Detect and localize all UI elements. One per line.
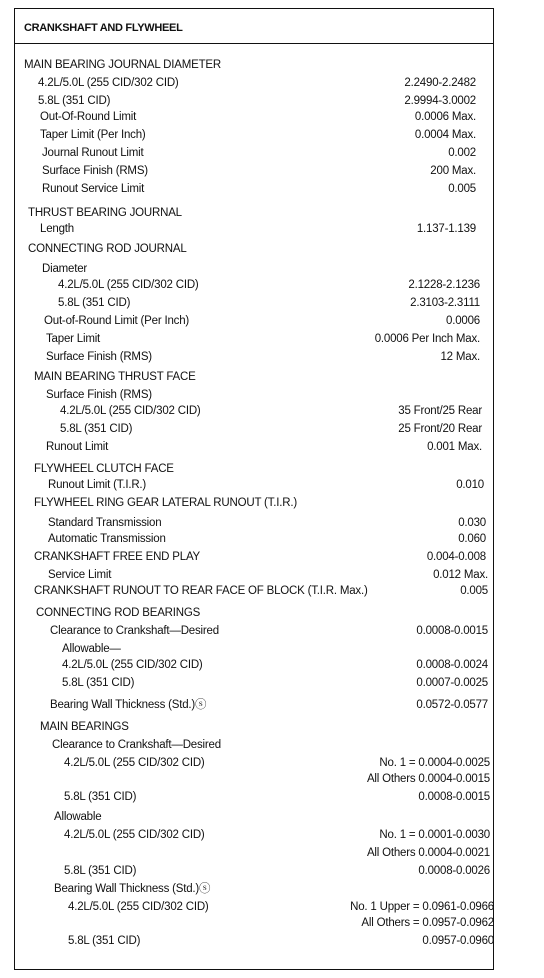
spec-label: MAIN BEARINGS (40, 721, 129, 733)
spec-value: 0.0008-0.0015 (418, 791, 490, 803)
spec-label: 5.8L (351 CID) (38, 95, 111, 107)
spec-label: Standard Transmission (48, 517, 162, 529)
spec-row (0, 478, 544, 496)
spec-label: MAIN BEARING THRUST FACE (34, 371, 196, 383)
spec-value: 0.005 (460, 585, 488, 597)
spec-label: 5.8L (351 CID) (62, 677, 135, 689)
spec-label: Diameter (42, 263, 88, 275)
spec-row (0, 128, 544, 146)
spec-label: 5.8L (351 CID) (64, 791, 137, 803)
spec-value: All Others 0.0004-0.0021 (366, 847, 490, 859)
table-header (14, 8, 494, 44)
spec-label: 4.2L/5.0L (255 CID/302 CID) (68, 901, 209, 913)
spec-value: 0.005 (448, 183, 476, 195)
spec-label: Automatic Transmission (48, 533, 166, 545)
spec-value: 0.0006 (446, 315, 480, 327)
spec-value: 0.004-0.008 (426, 551, 486, 563)
spec-value: 0.0006 Max. (414, 111, 476, 123)
spec-value: 0.001 Max. (427, 441, 482, 453)
spec-row (0, 584, 544, 602)
spec-row (0, 440, 544, 458)
spec-label: 4.2L/5.0L (255 CID/302 CID) (38, 77, 179, 89)
spec-label: Clearance to Crankshaft—Desired (52, 739, 221, 751)
spec-value: 2.9994-3.0002 (404, 95, 476, 107)
spec-row (0, 58, 544, 76)
spec-label: Bearing Wall Thickness (Std.)ⓢ (50, 699, 207, 711)
spec-value: All Others 0.0004-0.0015 (366, 773, 490, 785)
spec-row (0, 164, 544, 182)
spec-label: Bearing Wall Thickness (Std.)ⓢ (54, 883, 211, 895)
spec-value: 0.030 (458, 517, 486, 529)
spec-value: 0.060 (458, 533, 486, 545)
spec-value: 0.0008-0.0015 (416, 625, 488, 637)
spec-label: 4.2L/5.0L (255 CID/302 CID) (64, 757, 205, 769)
spec-label: FLYWHEEL RING GEAR LATERAL RUNOUT (T.I.R.) (34, 497, 297, 509)
spec-value: No. 1 = 0.0004-0.0025 (379, 757, 490, 769)
spec-row (0, 332, 544, 350)
spec-value: 2.1228-2.1236 (408, 279, 480, 291)
spec-label: FLYWHEEL CLUTCH FACE (34, 463, 174, 475)
spec-label: Surface Finish (RMS) (42, 165, 148, 177)
spec-row (0, 790, 544, 808)
spec-label: Taper Limit (46, 333, 101, 345)
spec-value: 0.010 (456, 479, 484, 491)
spec-value: All Others = 0.0957-0.0962 (361, 917, 494, 929)
spec-row (0, 146, 544, 164)
spec-value: No. 1 Upper = 0.0961-0.0966 (350, 901, 494, 913)
spec-label: Runout Limit (T.I.R.) (48, 479, 147, 491)
spec-row (0, 864, 544, 882)
spec-label: CONNECTING ROD BEARINGS (36, 607, 201, 619)
spec-value: 0.012 Max. (433, 569, 488, 581)
spec-label: CRANKSHAFT RUNOUT TO REAR FACE OF BLOCK (T.I.R. Max.) (34, 585, 368, 597)
spec-row (0, 532, 544, 550)
spec-row (0, 606, 544, 624)
spec-label: Runout Limit (46, 441, 109, 453)
spec-value: 2.3103-2.3111 (410, 297, 480, 309)
spec-row (0, 916, 544, 934)
spec-row (0, 182, 544, 200)
spec-row (0, 828, 544, 846)
spec-value: 200 Max. (430, 165, 476, 177)
spec-row (0, 370, 544, 388)
spec-row (0, 676, 544, 694)
spec-value: 1.137-1.139 (416, 223, 476, 235)
spec-label: Out-Of-Round Limit (40, 111, 137, 123)
spec-value: 0.0008-0.0026 (418, 865, 490, 877)
spec-row (0, 934, 544, 952)
spec-row (0, 720, 544, 738)
spec-row (0, 810, 544, 828)
spec-label: Allowable— (62, 643, 121, 655)
spec-value: 0.0572-0.0577 (416, 699, 488, 711)
spec-row (0, 222, 544, 240)
spec-value: 0.0004 Max. (414, 129, 476, 141)
spec-label: 4.2L/5.0L (255 CID/302 CID) (60, 405, 201, 417)
spec-label: 4.2L/5.0L (255 CID/302 CID) (62, 659, 203, 671)
spec-label: Taper Limit (Per Inch) (40, 129, 146, 141)
spec-value: 0.0008-0.0024 (416, 659, 488, 671)
spec-row (0, 110, 544, 128)
spec-label: 4.2L/5.0L (255 CID/302 CID) (64, 829, 205, 841)
spec-label: 4.2L/5.0L (255 CID/302 CID) (58, 279, 199, 291)
spec-row (0, 846, 544, 864)
spec-row (0, 658, 544, 676)
spec-row (0, 772, 544, 790)
spec-label: CONNECTING ROD JOURNAL (28, 243, 187, 255)
spec-value: 35 Front/25 Rear (398, 405, 482, 417)
spec-value: 0.002 (448, 147, 476, 159)
spec-label: 5.8L (351 CID) (58, 297, 131, 309)
spec-row (0, 296, 544, 314)
spec-label: Allowable (54, 811, 102, 823)
spec-row (0, 314, 544, 332)
spec-value: 0.0006 Per Inch Max. (374, 333, 480, 345)
spec-row (0, 698, 544, 716)
spec-label: 5.8L (351 CID) (64, 865, 137, 877)
table-title: CRANKSHAFT AND FLYWHEEL (24, 22, 183, 34)
spec-row (0, 550, 544, 568)
spec-value: 12 Max. (440, 351, 480, 363)
spec-row (0, 350, 544, 368)
spec-label: MAIN BEARING JOURNAL DIAMETER (24, 59, 221, 71)
spec-label: Surface Finish (RMS) (46, 389, 152, 401)
spec-label: Service Limit (48, 569, 112, 581)
spec-label: Length (40, 223, 74, 235)
spec-row (0, 624, 544, 642)
spec-value: 0.0957-0.0960 (422, 935, 494, 947)
spec-row (0, 242, 544, 260)
spec-value: No. 1 = 0.0001-0.0030 (379, 829, 490, 841)
spec-label: Surface Finish (RMS) (46, 351, 152, 363)
spec-value: 25 Front/20 Rear (398, 423, 482, 435)
spec-row (0, 278, 544, 296)
spec-row (0, 738, 544, 756)
spec-row (0, 422, 544, 440)
spec-row (0, 496, 544, 514)
spec-label: 5.8L (351 CID) (60, 423, 133, 435)
spec-value: 2.2490-2.2482 (404, 77, 476, 89)
spec-value: 0.0007-0.0025 (416, 677, 488, 689)
spec-label: Clearance to Crankshaft—Desired (50, 625, 219, 637)
spec-label: Out-of-Round Limit (Per Inch) (44, 315, 190, 327)
spec-label: THRUST BEARING JOURNAL (28, 207, 182, 219)
spec-row (0, 76, 544, 94)
spec-label: 5.8L (351 CID) (68, 935, 141, 947)
spec-label: Journal Runout Limit (42, 147, 144, 159)
spec-label: Runout Service Limit (42, 183, 145, 195)
spec-row (0, 882, 544, 900)
spec-row (0, 404, 544, 422)
spec-label: CRANKSHAFT FREE END PLAY (34, 551, 201, 563)
